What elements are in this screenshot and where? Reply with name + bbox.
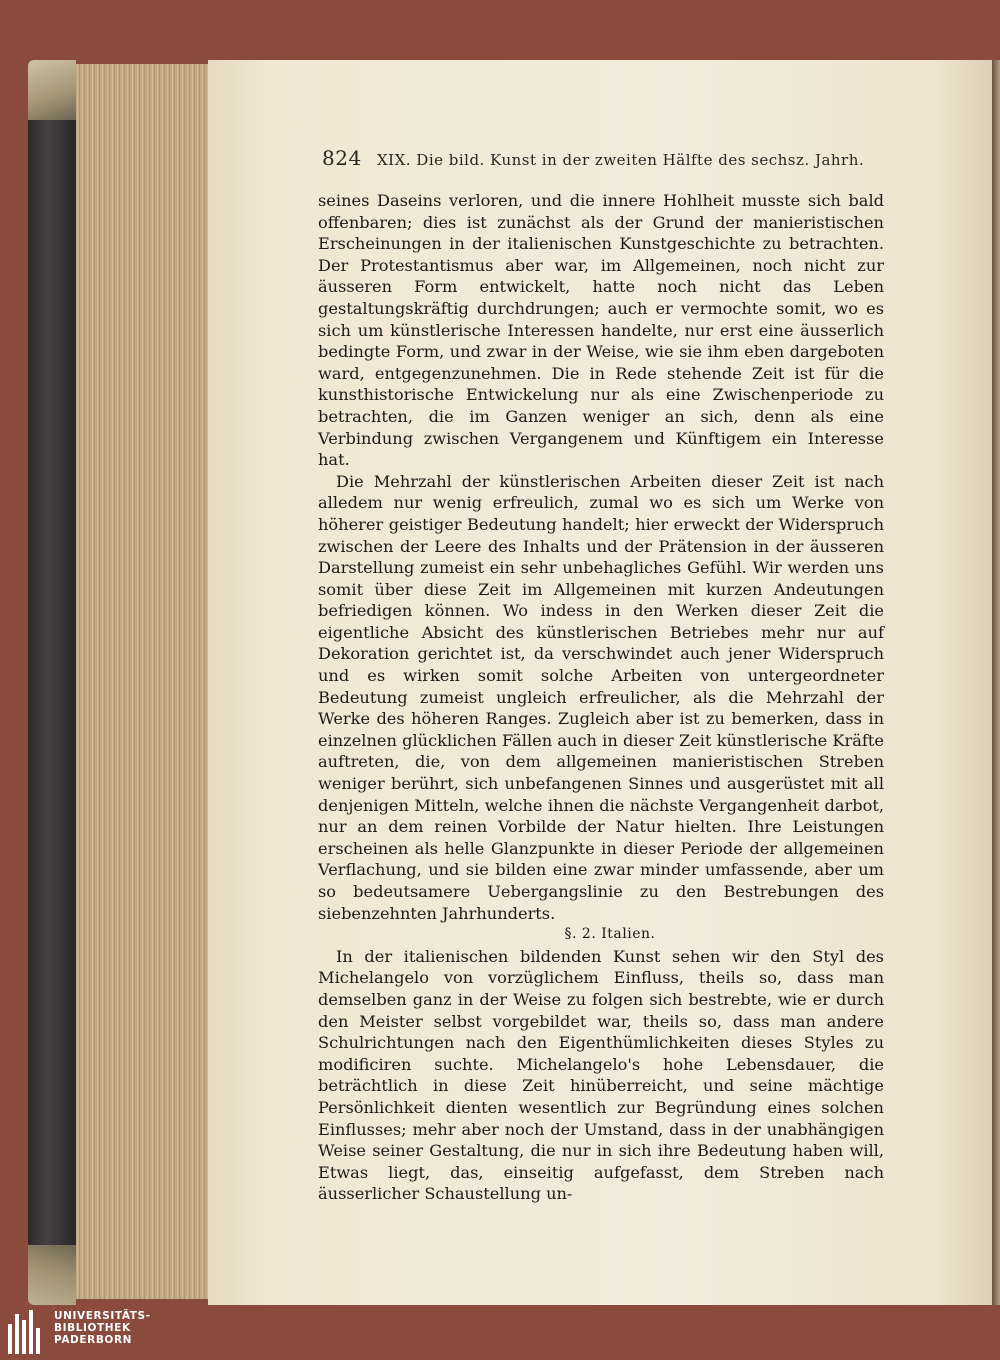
running-header: [322, 146, 890, 172]
paragraph: In der italienischen bildenden Kunst sehen wir den Styl des Michelangelo von vorzüglichem Einfluss, theils so, dass man demselben ganz in der Weise zu folgen sich bestrebte, wie er durch den Meister selbst vorgebildet war, theils so, dass man andere Schulrichtungen nach den Eigenthümlichkeiten dieses Styles zu modificiren suchte. Michelangelo's hohe Lebensdauer, die beträchtlich in diese Zeit hinüberreicht, und seine mächtige Persönlichkeit dienten wesentlich zur Begründung eines solchen Einflusses; mehr aber noch der Umstand, dass in der unabhängigen Weise seiner Gestaltung, die nur in sich ihre Bedeutung haben will, Etwas liegt, das, einseitig aufgefasst, dem Streben nach äusserlicher Schaustellung un-: [318, 946, 884, 1204]
paragraph: seines Daseins verloren, und die innere Hohlheit musste sich bald offenbaren; dies ist zunächst als der Grund der manieristischen Erscheinungen in der italienischen Kunstgeschichte zu betrachten. Der Protestantismus aber war, im Allgemeinen, noch nicht zur äusseren Form entwickelt, hatte noch nicht das Leben gestaltungskräftig durchdrungen; auch er vermochte somit, wo es sich um künstlerische Interessen handelte, nur erst eine äusserlich bedingte Form, und zwar in der Weise, wie sie ihm eben dargeboten ward, entgegenzunehmen. Die in Rede stehende Zeit ist für die kunsthistorische Entwickelung nur als eine Zwischenperiode zu betrachten, die im Ganzen weniger an sich, denn als eine Verbindung zwischen Vergangenem und Künftigem ein Interesse hat.: [318, 191, 884, 470]
logo-line: PADERBORN: [54, 1334, 133, 1346]
logo-line: BIBLIOTHEK: [54, 1322, 131, 1334]
logo-text: [54, 1310, 151, 1346]
library-logo: [8, 1308, 178, 1354]
page-number: 824: [322, 146, 362, 170]
page-edges: [76, 64, 208, 1299]
facing-page-edge: [992, 60, 1000, 1305]
cover-corner-top: [28, 60, 76, 120]
book-cover: [28, 60, 76, 1305]
section-heading: §. 2. Italien.: [564, 926, 656, 943]
body-text: [318, 190, 884, 1205]
running-title: XIX. Die bild. Kunst in der zweiten Hälfte des sechsz. Jahrh.: [376, 151, 865, 169]
cover-corner-bottom: [28, 1245, 76, 1305]
logo-line: UNIVERSITÄTS-: [54, 1310, 151, 1322]
paragraph: Die Mehrzahl der künstlerischen Arbeiten dieser Zeit ist nach alledem nur wenig erfreulich, zumal wo es sich um Werke von höherer geistiger Bedeutung handelt; hier erweckt der Widerspruch zwischen der Leere des Inhalts und der Prätension in der äusseren Darstellung zumeist ein sehr unbehagliches Gefühl. Wir werden uns somit über diese Zeit im Allgemeinen mit kurzen Andeutungen befriedigen können. Wo indess in den Werken dieser Zeit die eigentliche Absicht des künstlerischen Betriebes mehr nur auf Dekoration gerichtet ist, da verschwindet auch jener Widerspruch und es wirken somit solche Arbeiten von untergeordneter Bedeutung zumeist ungleich erfreulicher, als die Mehrzahl der Werke des höheren Ranges. Zugleich aber ist zu bemerken, dass in einzelnen glücklichen Fällen auch in dieser Zeit künstlerische Kräfte auftreten, die, von dem allgemeinen manieristischen Streben weniger berührt, sich unbefangenen Sinnes und ausgerüstet mit all denjenigen Mitteln, welche ihnen die nächste Vergangenheit darbot, nur an dem reinen Vorbilde der Natur hielten. Ihre Leistungen erscheinen als helle Glanzpunkte in dieser Periode der allgemeinen Verflachung, und sie bilden eine zwar minder umfassende, aber um so bedeutsamere Uebergangslinie zu den Bestrebungen des siebenzehnten Jahrhunderts.: [318, 471, 884, 923]
